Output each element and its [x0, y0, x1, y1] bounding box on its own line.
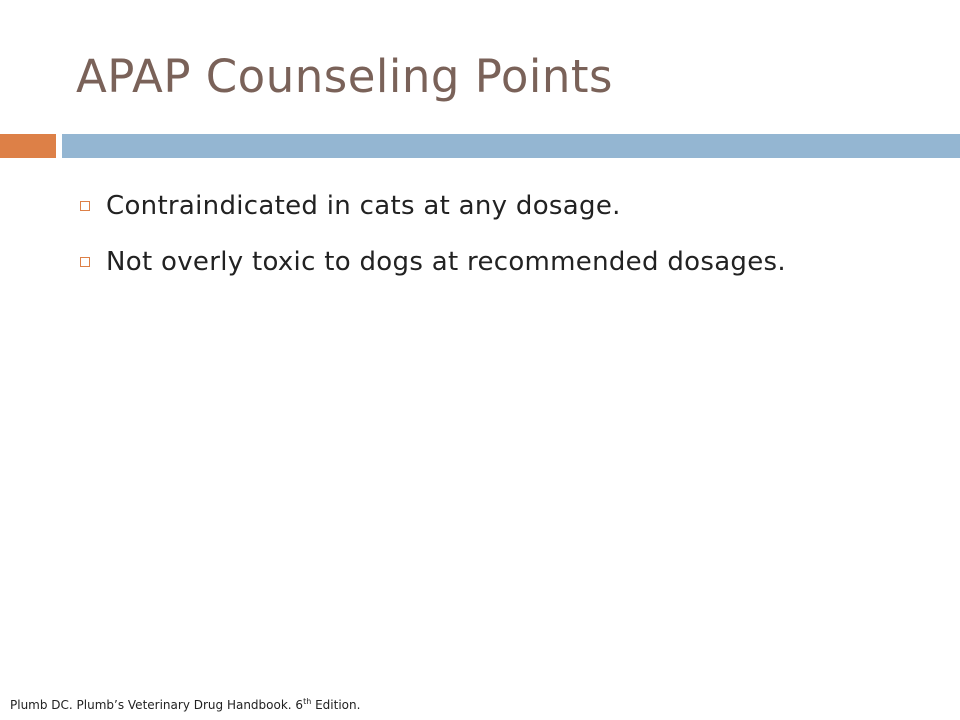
- citation-suffix: Edition.: [311, 698, 361, 712]
- bullet-item: [76, 234, 786, 290]
- citation-superscript: th: [303, 697, 312, 706]
- bullet-list: [76, 178, 786, 290]
- citation-text: Plumb DC. Plumb’s Veterinary Drug Handbook. 6: [10, 698, 304, 712]
- accent-bar-blue: [62, 134, 960, 158]
- bullet-item: [76, 178, 786, 234]
- bullet-text: Not overly toxic to dogs at recommended dosages.: [106, 247, 786, 277]
- slide-title: APAP Counseling Points: [76, 50, 613, 103]
- square-bullet-icon: [80, 257, 90, 267]
- square-bullet-icon: [80, 201, 90, 211]
- citation-footer: [10, 697, 360, 712]
- accent-bar-orange: [0, 134, 56, 158]
- bullet-text: Contraindicated in cats at any dosage.: [106, 191, 621, 221]
